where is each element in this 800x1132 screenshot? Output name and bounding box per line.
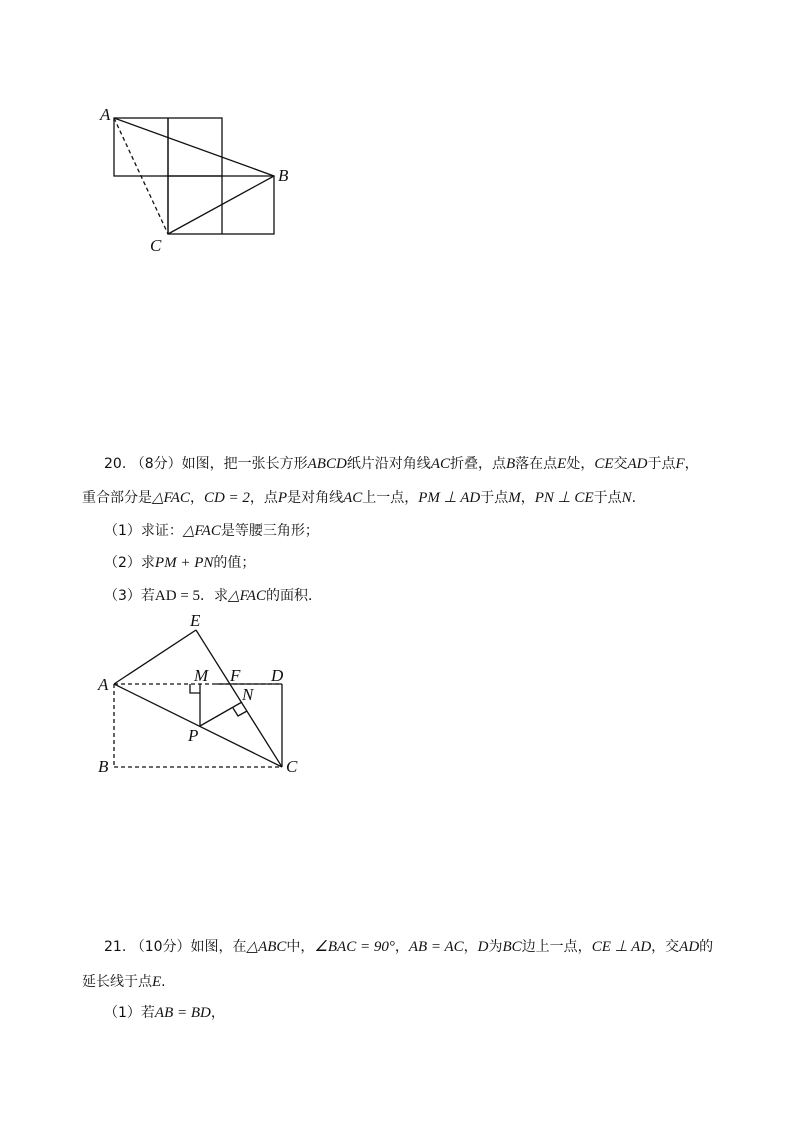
q21-math: BC bbox=[502, 939, 522, 955]
q20-text: . bbox=[631, 490, 637, 506]
q20-text: ．求 bbox=[200, 588, 229, 604]
q20-text: 重合部分是 bbox=[82, 490, 152, 506]
q20-text: 折叠，点 bbox=[449, 456, 506, 472]
q20-math: PM + PN bbox=[154, 555, 214, 571]
q21-number: 21. bbox=[104, 939, 127, 955]
q20-math: AD bbox=[627, 456, 648, 472]
q20-math: AD = 5 bbox=[154, 588, 201, 604]
q20-math: AC bbox=[430, 456, 450, 472]
q21-text: 延长线于点 bbox=[82, 974, 152, 990]
q20-math: △FAC bbox=[152, 490, 190, 506]
q20-math: CD = 2 bbox=[203, 490, 250, 506]
q20-math: E bbox=[557, 456, 567, 472]
label-e: E bbox=[190, 611, 201, 630]
label-a: A bbox=[98, 675, 109, 694]
label-b: B bbox=[98, 757, 109, 776]
q20-math: PN ⊥ CE bbox=[534, 490, 594, 506]
q20-math: ABCD bbox=[307, 456, 347, 472]
q20-text: 如图，把一张长方形 bbox=[181, 456, 308, 472]
q21-math: ∠BAC = 90° bbox=[314, 939, 395, 955]
q21-line2 bbox=[82, 972, 166, 992]
q20-text: 上一点， bbox=[362, 490, 419, 506]
q20-text: 交 bbox=[613, 456, 628, 472]
q20-text: 的面积． bbox=[265, 588, 322, 604]
q20-math: △FAC bbox=[182, 523, 221, 539]
q20-math: △FAC bbox=[228, 588, 266, 604]
label-f: F bbox=[230, 666, 241, 685]
q20-text: 的值； bbox=[213, 555, 256, 571]
q20-text: 是对角线 bbox=[287, 490, 344, 506]
segment-bc bbox=[168, 176, 274, 234]
label-b: B bbox=[278, 166, 289, 185]
q20-number: 20. bbox=[104, 456, 127, 472]
figure-grid-triangle bbox=[90, 100, 310, 260]
q21-text: 中， bbox=[286, 939, 315, 955]
q20-line1 bbox=[104, 454, 699, 474]
q21-math: AB = BD bbox=[154, 1005, 211, 1021]
q21-text: ， bbox=[210, 1005, 225, 1021]
q21-text: 的 bbox=[699, 939, 714, 955]
q20-text: ， bbox=[520, 490, 535, 506]
q20-math: AC bbox=[343, 490, 363, 506]
q20-text: ， bbox=[189, 490, 204, 506]
q21-math: CE ⊥ AD bbox=[591, 939, 652, 955]
q21-text: ， bbox=[463, 939, 478, 955]
q21-math: AD bbox=[679, 939, 700, 955]
q20-text: ，点 bbox=[249, 490, 278, 506]
figure-grid-triangle-svg bbox=[90, 100, 310, 260]
label-c: C bbox=[150, 236, 162, 255]
label-m: M bbox=[194, 666, 209, 685]
q20-math: B bbox=[505, 456, 516, 472]
figure-folded-rectangle bbox=[90, 610, 340, 790]
label-n: N bbox=[242, 685, 254, 704]
label-a: A bbox=[100, 105, 111, 124]
q20-score: （8分） bbox=[130, 456, 182, 472]
q20-part1 bbox=[104, 521, 319, 541]
q20-text: 于点 bbox=[593, 490, 622, 506]
q20-text: （3）若 bbox=[104, 588, 155, 604]
q21-text: ，交 bbox=[651, 939, 680, 955]
q21-text: 边上一点， bbox=[521, 939, 592, 955]
label-p: P bbox=[188, 726, 199, 745]
q21-text: ， bbox=[394, 939, 409, 955]
q20-part3 bbox=[104, 586, 322, 606]
q20-text: （2）求 bbox=[104, 555, 155, 571]
right-angle-n bbox=[233, 708, 247, 716]
q20-math: M bbox=[508, 490, 521, 506]
right-angle-m bbox=[190, 684, 200, 693]
q21-line1 bbox=[104, 937, 713, 957]
q21-part1 bbox=[104, 1003, 225, 1023]
q21-text: 如图，在 bbox=[190, 939, 247, 955]
label-d: D bbox=[271, 666, 284, 685]
q20-text: 于点 bbox=[647, 456, 676, 472]
q20-math: CE bbox=[594, 456, 614, 472]
q21-math: AB = AC bbox=[408, 939, 464, 955]
segment-pn bbox=[200, 702, 242, 726]
figure-folded-rectangle-svg bbox=[90, 610, 340, 790]
q20-line2 bbox=[82, 488, 636, 508]
q20-math: N bbox=[621, 490, 632, 506]
segment-ab bbox=[114, 118, 274, 176]
q20-text: 纸片沿对角线 bbox=[346, 456, 431, 472]
q20-text: （1）求证： bbox=[104, 523, 183, 539]
q20-text: 是等腰三角形； bbox=[220, 523, 319, 539]
segment-ae bbox=[114, 630, 196, 684]
q21-text: . bbox=[161, 974, 166, 990]
q20-text: ， bbox=[684, 456, 699, 472]
q21-math: D bbox=[477, 939, 489, 955]
q20-text: 于点 bbox=[480, 490, 509, 506]
q20-math: P bbox=[277, 490, 288, 506]
q20-math: F bbox=[675, 456, 685, 472]
q20-part2 bbox=[104, 553, 255, 573]
q21-math: △ABC bbox=[246, 939, 287, 955]
q21-math: E bbox=[152, 974, 162, 990]
label-c: C bbox=[286, 757, 298, 776]
q21-text: （1）若 bbox=[104, 1005, 155, 1021]
q20-text: 落在点 bbox=[515, 456, 558, 472]
q21-text: 为 bbox=[488, 939, 503, 955]
q20-text: 处， bbox=[566, 456, 595, 472]
q20-math: PM ⊥ AD bbox=[418, 490, 481, 506]
q21-score: （10分） bbox=[130, 939, 191, 955]
